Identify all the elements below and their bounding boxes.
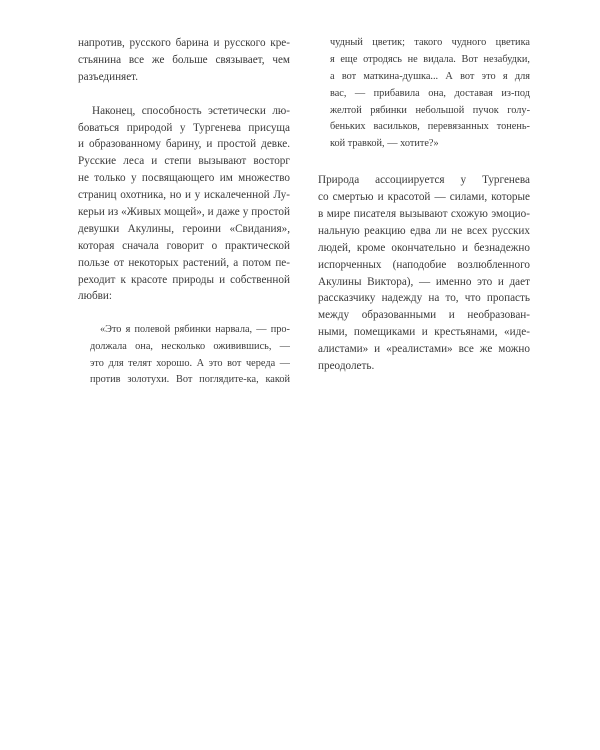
block-quote <box>78 322 290 389</box>
text-line: страниц охотника, но и у искалеченной Лу- <box>78 189 290 202</box>
quote-line: кой травкой, — хотите?» <box>330 138 439 150</box>
left-column <box>78 35 290 389</box>
quote-line: против золотухи. Вот поглядите-ка, какой <box>90 374 290 386</box>
text-line: разъединяет. <box>78 70 139 83</box>
quote-line: «Это я полевой рябинки нарвала, — про- <box>100 324 290 336</box>
quote-line: а вот маткина-душка... А вот это я для <box>330 70 530 82</box>
text-line: боваться природой у Тургенева присуща <box>78 121 290 134</box>
text-line: Акулины Виктора), — именно это и дает <box>318 275 530 288</box>
text-line: и образованному барину, и простой девке. <box>78 138 290 151</box>
text-line: керьи из «Живых мощей», и даже у простой <box>78 206 290 219</box>
quote-line: вас, — прибавила она, доставая из-под <box>330 87 530 99</box>
paragraph-conclusion <box>318 172 530 375</box>
paragraph-continuation <box>78 35 290 86</box>
text-line: со смертью и красотой — силами, которые <box>318 191 530 204</box>
text-line: любви: <box>78 290 113 303</box>
paragraph-gap <box>78 305 290 322</box>
text-line: рассказчику надежду на то, что пропасть <box>318 292 530 305</box>
text-line: алистами» и «реалистами» все же можно <box>318 343 530 356</box>
text-line: напротив, русского барина и русского кре- <box>78 37 290 49</box>
text-line: пользе от некоторых растений, а потом пе- <box>78 256 290 269</box>
text-line: девушки Акулины, героини «Свидания», <box>78 222 290 235</box>
text-line: Природа ассоциируется у Тургенева <box>318 174 530 187</box>
text-line: не только у посвящающего им множество <box>78 172 290 185</box>
text-line: которая сначала говорит о практической <box>78 239 290 252</box>
text-line: преодолеть. <box>318 360 375 373</box>
text-line: людей, кроме окончательно и безнадежно <box>318 241 530 254</box>
text-line: стьянина все же больше связывает, чем <box>78 53 290 66</box>
quote-line: желтой рябинки небольшой пучок голу- <box>330 104 530 116</box>
quote-line: беньких васильков, перевязанных тонень- <box>330 121 530 133</box>
text-line: ными, помещиками и крестьянами, «иде- <box>318 326 530 339</box>
text-line: испорченных (наподобие возлюбленного <box>318 258 530 271</box>
paragraph-gap <box>318 153 530 172</box>
text-line: реходит к красоте природы и собственной <box>78 273 290 286</box>
text-line: нальную реакцию едва ли не всех русских <box>318 224 530 237</box>
block-quote-continuation <box>318 35 530 153</box>
quote-line: это для телят хорошо. А это вот череда — <box>90 357 290 369</box>
quote-line: я еще отродясь не видала. Вот незабудки, <box>330 53 530 65</box>
text-line: Наконец, способность эстетически лю- <box>92 104 290 117</box>
paragraph-gap <box>78 86 290 103</box>
right-column <box>318 35 530 375</box>
text-line: между образованными и необразован- <box>318 309 530 322</box>
paragraph-nature <box>78 103 290 306</box>
quote-line: чудный цветик; такого чудного цветика <box>330 37 530 48</box>
text-line: в мире писателя вызывают схожую эмоцио- <box>318 208 530 221</box>
quote-line: должала она, несколько оживившись, — <box>90 341 290 353</box>
text-line: Русские леса и степи вызывают восторг <box>78 155 290 168</box>
